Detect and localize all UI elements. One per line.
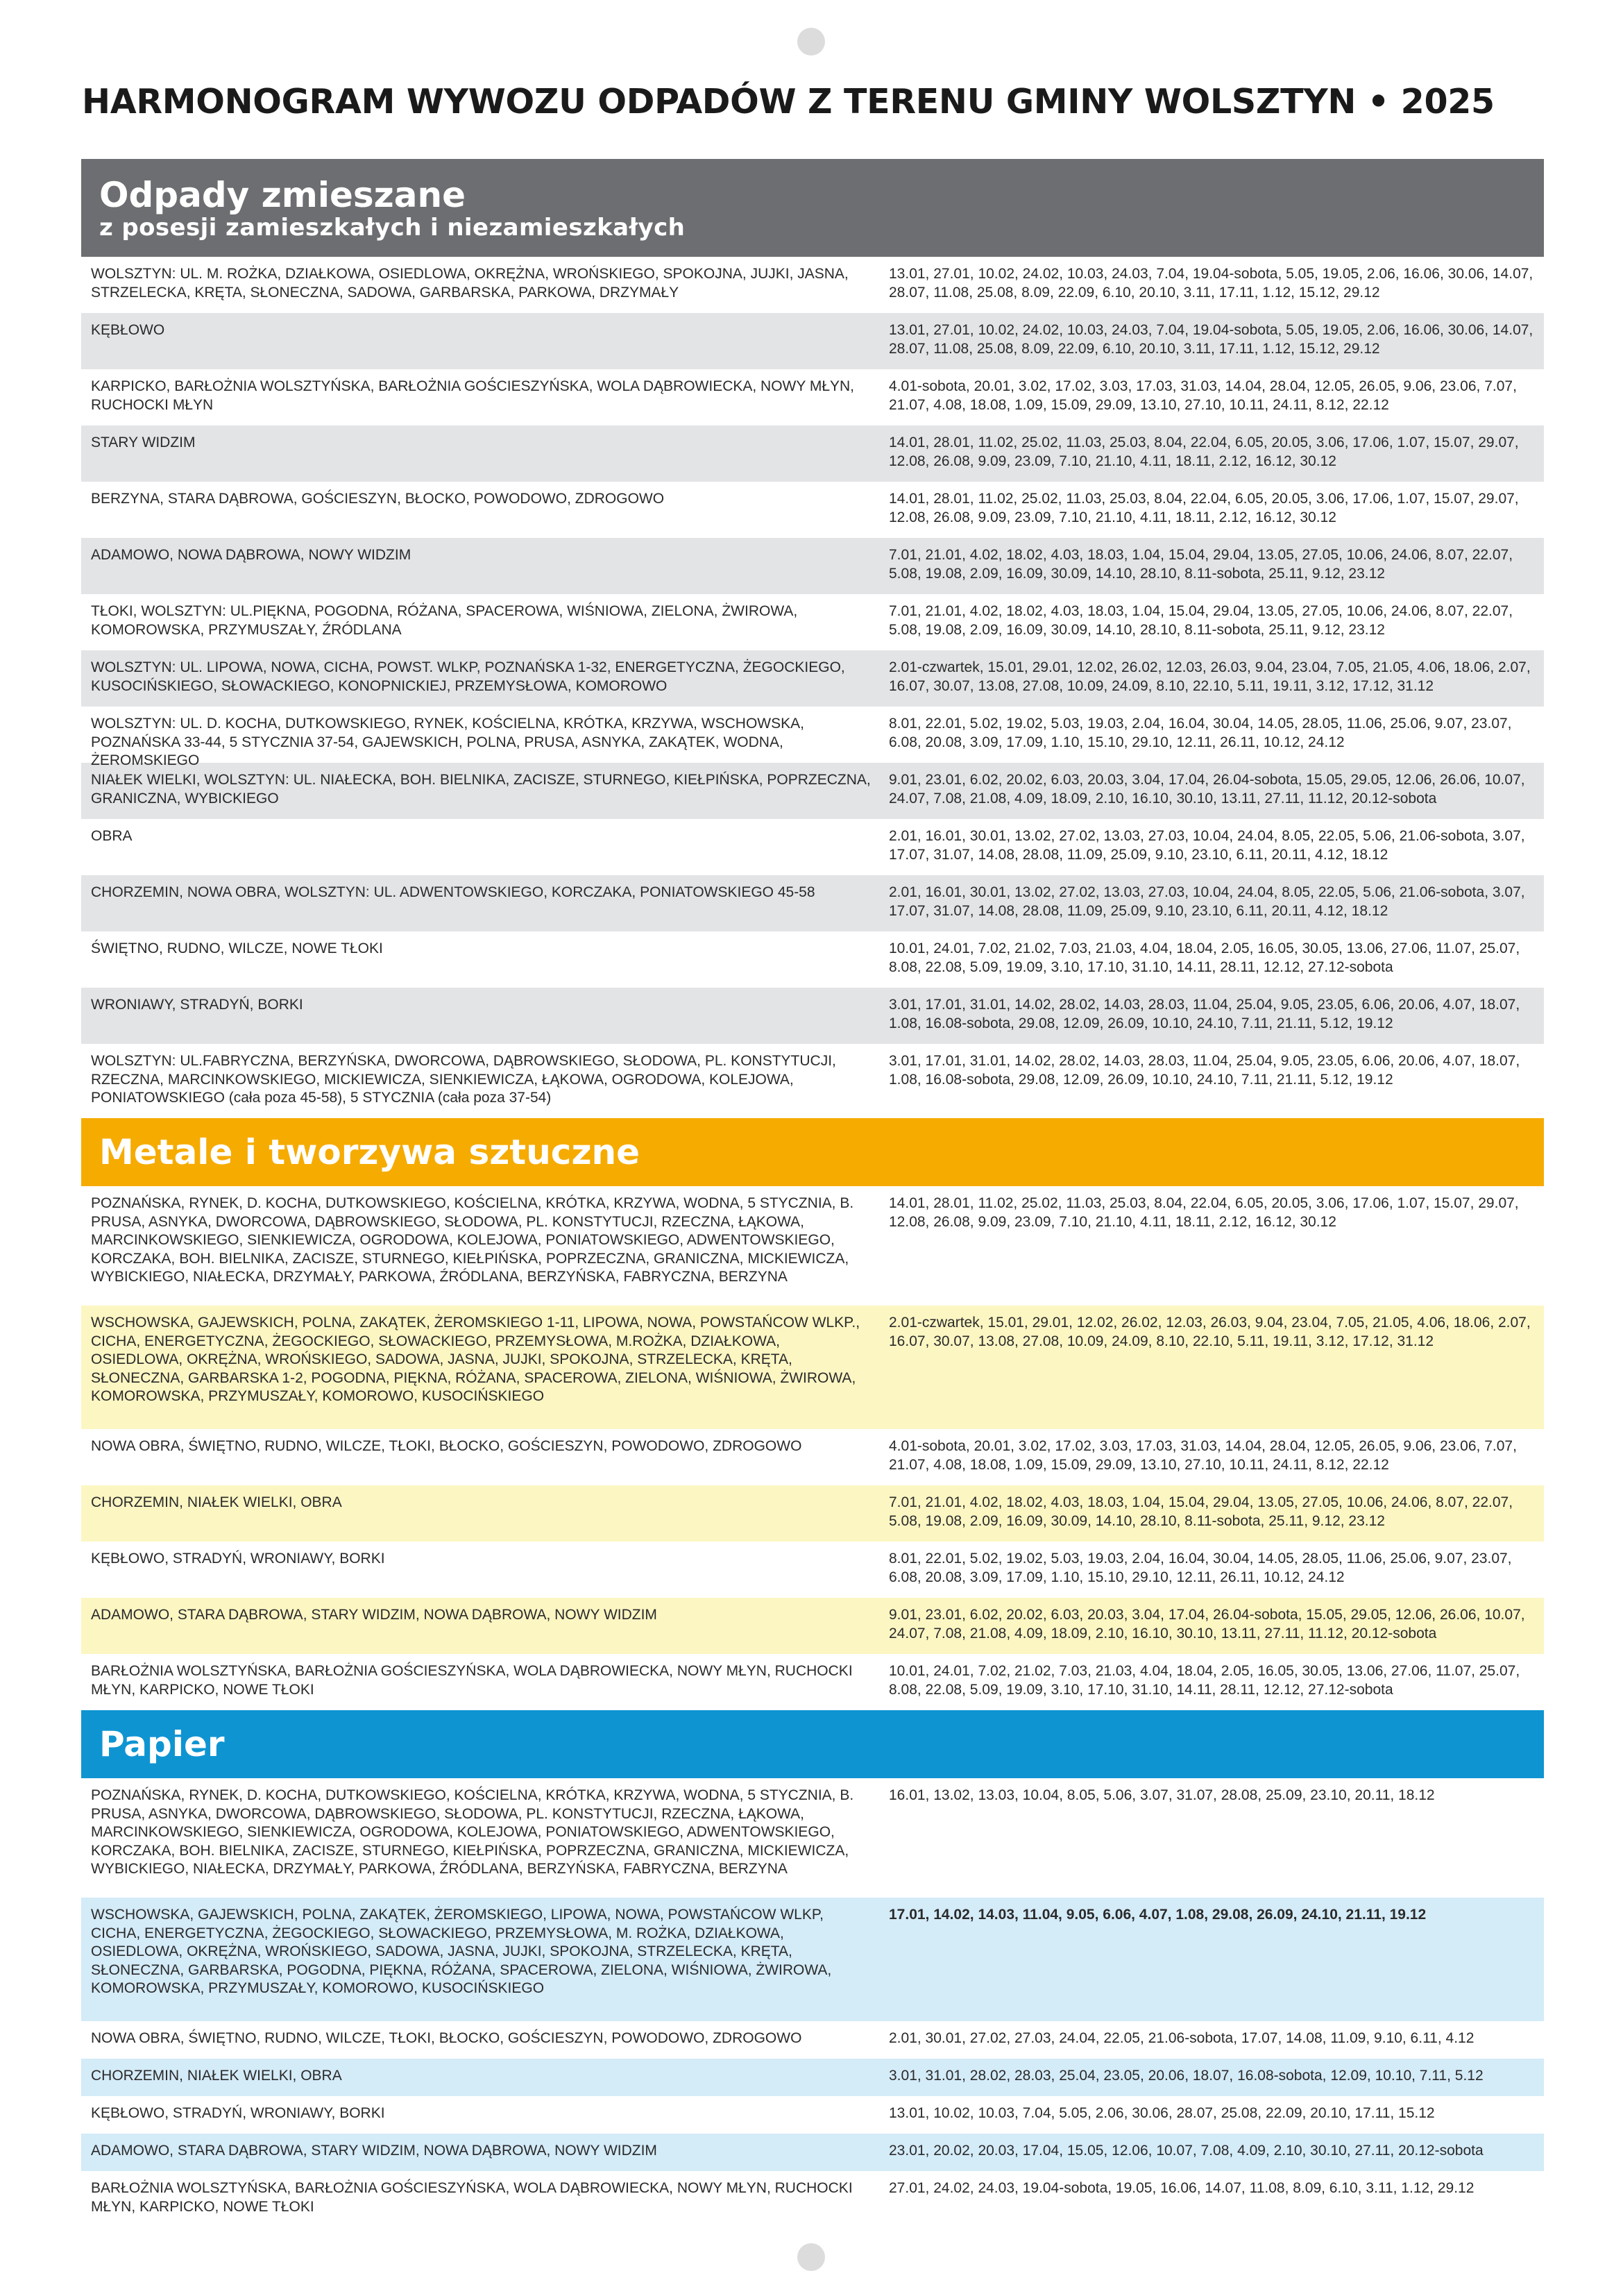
section-odpady-zmieszane	[81, 159, 1544, 1118]
row-dates: 3.01, 17.01, 31.01, 14.02, 28.02, 14.03, 28.03, 11.04, 25.04, 9.05, 23.05, 6.06, 20.06, 4.07, 18.07, 1.08, 16.08-sobota, 29.08, 12.09, 26.09, 10.10, 24.10, 7.11, 21.11, 5.12, 19.12	[889, 997, 1520, 1031]
row-dates: 14.01, 28.01, 11.02, 25.02, 11.03, 25.03, 8.04, 22.04, 6.05, 20.05, 3.06, 17.06, 1.07, 15.07, 29.07, 12.08, 26.08, 9.09, 23.09, 7.10, 21.10, 4.11, 18.11, 2.12, 16.12, 30.12	[889, 1195, 1519, 1230]
row-locations: NOWA OBRA, ŚWIĘTNO, RUDNO, WILCZE, TŁOKI, BŁOCKO, GOŚCIESZYN, POWODOWO, ZDROGOWO	[91, 1438, 802, 1454]
schedule-row	[81, 1429, 1544, 1485]
schedule-row	[81, 313, 1544, 369]
row-dates: 3.01, 17.01, 31.01, 14.02, 28.02, 14.03, 28.03, 11.04, 25.04, 9.05, 23.05, 6.06, 20.06, 4.07, 18.07, 1.08, 16.08-sobota, 29.08, 12.09, 26.09, 10.10, 24.10, 7.11, 21.11, 5.12, 19.12	[889, 1053, 1520, 1088]
schedule-row	[81, 650, 1544, 707]
row-dates: 13.01, 27.01, 10.02, 24.02, 10.03, 24.03, 7.04, 19.04-sobota, 5.05, 19.05, 2.06, 16.06, 30.06, 14.07, 28.07, 11.08, 25.08, 8.09, 22.09, 6.10, 20.10, 3.11, 17.11, 1.12, 15.12, 29.12	[889, 266, 1533, 301]
row-locations: CHORZEMIN, NOWA OBRA, WOLSZTYN: UL. ADWENTOWSKIEGO, KORCZAKA, PONIATOWSKIEGO 45-58	[91, 884, 815, 900]
row-dates: 27.01, 24.02, 24.03, 19.04-sobota, 19.05, 16.06, 14.07, 11.08, 8.09, 6.10, 3.11, 1.12, 29.12	[889, 2180, 1475, 2196]
row-dates: 7.01, 21.01, 4.02, 18.02, 4.03, 18.03, 1.04, 15.04, 29.04, 13.05, 27.05, 10.06, 24.06, 8.07, 22.07, 5.08, 19.08, 2.09, 16.09, 30.09, 14.10, 28.10, 8.11-sobota, 25.11, 9.12, 23.12	[889, 547, 1513, 582]
row-dates: 10.01, 24.01, 7.02, 21.02, 7.03, 21.03, 4.04, 18.04, 2.05, 16.05, 30.05, 13.06, 27.06, 11.07, 25.07, 8.08, 22.08, 5.09, 19.09, 3.10, 17.10, 31.10, 14.11, 28.11, 12.12, 27.12-sobota	[889, 940, 1520, 975]
row-locations: CHORZEMIN, NIAŁEK WIELKI, OBRA	[91, 1494, 342, 1510]
schedule-row	[81, 2134, 1544, 2171]
schedule-row	[81, 2021, 1544, 2059]
row-locations: KĘBŁOWO	[91, 322, 165, 338]
schedule-row	[81, 2096, 1544, 2134]
row-locations: WOLSZTYN: UL. D. KOCHA, DUTKOWSKIEGO, RYNEK, KOŚCIELNA, KRÓTKA, KRZYWA, WSCHOWSKA, POZNAŃSKA 33-44, 5 STYCZNIA 37-54, GAJEWSKICH, POLNA, PRUSA, ASNYKA, ZAKĄTEK, WODNA, ŻEROMSKIEGO	[91, 716, 804, 768]
section-papier	[81, 1710, 1544, 2227]
schedule-row	[81, 2171, 1544, 2227]
schedule-row	[81, 369, 1544, 425]
row-locations: WOLSZTYN: UL.FABRYCZNA, BERZYŃSKA, DWORCOWA, DĄBROWSKIEGO, SŁODOWA, PL. KONSTYTUCJI, RZECZNA, MARCINKOWSKIEGO, MICKIEWICZA, SIENKIEWICZA, ŁĄKOWA, OGRODOWA, KOLEJOWA, PONIATOWSKIEGO (cała poza 45-58), 5 STYCZNIA (cała poza 37-54)	[91, 1053, 836, 1106]
row-locations: KĘBŁOWO, STRADYŃ, WRONIAWY, BORKI	[91, 2105, 385, 2121]
schedule-row	[81, 257, 1544, 313]
row-locations: POZNAŃSKA, RYNEK, D. KOCHA, DUTKOWSKIEGO, KOŚCIELNA, KRÓTKA, KRZYWA, WODNA, 5 STYCZNIA, B. PRUSA, ASNYKA, DWORCOWA, DĄBROWSKIEGO, SŁODOWA, PL. KONSTYTUCJI, RZECZNA, ŁĄKOWA, MARCINKOWSKIEGO, SIENKIEWICZA, OGRODOWA, KOLEJOWA, PONIATOWSKIEGO, ADWENTOWSKIEGO, KORCZAKA, BOH. BIELNIKA, ZACISZE, STURNEGO, KIEŁPIŃSKA, POPRZECZNA, GRANICZNA, MICKIEWICZA, WYBICKIEGO, NIAŁECKA, DRZYMAŁY, PARKOWA, ŹRÓDLANA, BERZYŃSKA, FABRYCZNA, BERZYNA	[91, 1787, 854, 1877]
row-dates: 8.01, 22.01, 5.02, 19.02, 5.03, 19.03, 2.04, 16.04, 30.04, 14.05, 28.05, 11.06, 25.06, 9.07, 23.07, 6.08, 20.08, 3.09, 17.09, 1.10, 15.10, 29.10, 12.11, 26.11, 10.12, 24.12	[889, 1551, 1512, 1585]
section-title: Papier	[99, 1724, 225, 1764]
schedule-row	[81, 1654, 1544, 1710]
row-dates: 2.01, 16.01, 30.01, 13.02, 27.02, 13.03, 27.03, 10.04, 24.04, 8.05, 22.05, 5.06, 21.06-sobota, 3.07, 17.07, 31.07, 14.08, 28.08, 11.09, 25.09, 9.10, 23.10, 6.11, 20.11, 4.12, 18.12	[889, 828, 1525, 863]
row-dates: 7.01, 21.01, 4.02, 18.02, 4.03, 18.03, 1.04, 15.04, 29.04, 13.05, 27.05, 10.06, 24.06, 8.07, 22.07, 5.08, 19.08, 2.09, 16.09, 30.09, 14.10, 28.10, 8.11-sobota, 25.11, 9.12, 23.12	[889, 603, 1513, 638]
schedule-row	[81, 425, 1544, 482]
row-dates: 14.01, 28.01, 11.02, 25.02, 11.03, 25.03, 8.04, 22.04, 6.05, 20.05, 3.06, 17.06, 1.07, 15.07, 29.07, 12.08, 26.08, 9.09, 23.09, 7.10, 21.10, 4.11, 18.11, 2.12, 16.12, 30.12	[889, 491, 1519, 525]
schedule-row	[81, 1186, 1544, 1306]
row-locations: KĘBŁOWO, STRADYŃ, WRONIAWY, BORKI	[91, 1551, 385, 1567]
section-header	[81, 1710, 1544, 1778]
row-dates: 16.01, 13.02, 13.03, 10.04, 8.05, 5.06, 3.07, 31.07, 28.08, 25.09, 23.10, 20.11, 18.12	[889, 1787, 1435, 1803]
row-locations: WRONIAWY, STRADYŃ, BORKI	[91, 997, 303, 1013]
schedule-row	[81, 1485, 1544, 1542]
row-dates: 7.01, 21.01, 4.02, 18.02, 4.03, 18.03, 1.04, 15.04, 29.04, 13.05, 27.05, 10.06, 24.06, 8.07, 22.07, 5.08, 19.08, 2.09, 16.09, 30.09, 14.10, 28.10, 8.11-sobota, 25.11, 9.12, 23.12	[889, 1494, 1513, 1529]
row-dates: 2.01, 30.01, 27.02, 27.03, 24.04, 22.05, 21.06-sobota, 17.07, 14.08, 11.09, 9.10, 6.11, 4.12	[889, 2030, 1475, 2046]
row-locations: NOWA OBRA, ŚWIĘTNO, RUDNO, WILCZE, TŁOKI, BŁOCKO, GOŚCIESZYN, POWODOWO, ZDROGOWO	[91, 2030, 802, 2046]
row-dates: 17.01, 14.02, 14.03, 11.04, 9.05, 6.06, 4.07, 1.08, 29.08, 26.09, 24.10, 21.11, 19.12	[889, 1907, 1427, 1923]
row-locations: BERZYNA, STARA DĄBROWA, GOŚCIESZYN, BŁOCKO, POWODOWO, ZDROGOWO	[91, 491, 665, 507]
section-subtitle: z posesji zamieszkałych i niezamieszkałych	[99, 213, 686, 242]
row-locations: ADAMOWO, STARA DĄBROWA, STARY WIDZIM, NOWA DĄBROWA, NOWY WIDZIM	[91, 1607, 657, 1623]
row-locations: ADAMOWO, STARA DĄBROWA, STARY WIDZIM, NOWA DĄBROWA, NOWY WIDZIM	[91, 2143, 657, 2159]
punch-hole-bottom	[797, 2243, 825, 2271]
section-header	[81, 1118, 1544, 1186]
schedule-row	[81, 1306, 1544, 1429]
schedule-row	[81, 1542, 1544, 1598]
row-dates: 13.01, 27.01, 10.02, 24.02, 10.03, 24.03, 7.04, 19.04-sobota, 5.05, 19.05, 2.06, 16.06, 30.06, 14.07, 28.07, 11.08, 25.08, 8.09, 22.09, 6.10, 20.10, 3.11, 17.11, 1.12, 15.12, 29.12	[889, 322, 1533, 357]
schedule-row	[81, 1898, 1544, 2021]
row-dates: 13.01, 10.02, 10.03, 7.04, 5.05, 2.06, 30.06, 28.07, 25.08, 22.09, 20.10, 17.11, 15.12	[889, 2105, 1435, 2121]
row-locations: TŁOKI, WOLSZTYN: UL.PIĘKNA, POGODNA, RÓŻANA, SPACEROWA, WIŚNIOWA, ZIELONA, ŻWIROWA, KOMOROWSKA, PRZYMUSZAŁY, ŹRÓDLANA	[91, 603, 798, 638]
row-locations: WSCHOWSKA, GAJEWSKICH, POLNA, ZAKĄTEK, ŻEROMSKIEGO, LIPOWA, NOWA, POWSTAŃCOW WLKP, CICHA, ENERGETYCZNA, ŻEGOCKIEGO, SŁOWACKIEGO, PRZEMYSŁOWA, M. ROŻKA, DZIAŁKOWA, OSIEDLOWA, OKRĘŻNA, WROŃSKIEGO, SADOWA, JASNA, JUJKI, SPOKOJNA, STRZELECKA, KRĘTA, SŁONECZNA, GARBARSKA, POGODNA, PIĘKNA, RÓŻANA, SPACEROWA, ZIELONA, WIŚNIOWA, ŻWIROWA, KOMOROWSKA, PRZYMUSZAŁY, KOMOROWO, KUSOCIŃSKIEGO	[91, 1907, 832, 1996]
schedule-row	[81, 707, 1544, 768]
punch-hole-top	[797, 28, 825, 56]
schedule-row	[81, 988, 1544, 1044]
schedule-row	[81, 538, 1544, 594]
row-locations: ADAMOWO, NOWA DĄBROWA, NOWY WIDZIM	[91, 547, 411, 563]
row-locations: WOLSZTYN: UL. LIPOWA, NOWA, CICHA, POWST. WLKP, POZNAŃSKA 1-32, ENERGETYCZNA, ŻEGOCKIEGO, KUSOCIŃSKIEGO, SŁOWACKIEGO, KONOPNICKIEJ, PRZEMYSŁOWA, KOMOROWO	[91, 659, 845, 694]
page-title: HARMONOGRAM WYWOZU ODPADÓW Z TERENU GMINY WOLSZTYN • 2025	[82, 82, 1495, 121]
row-dates: 2.01-czwartek, 15.01, 29.01, 12.02, 26.02, 12.03, 26.03, 9.04, 23.04, 7.05, 21.05, 4.06, 18.06, 2.07, 16.07, 30.07, 13.08, 27.08, 10.09, 24.09, 8.10, 22.10, 5.11, 19.11, 3.12, 17.12, 31.12	[889, 659, 1531, 694]
schedule-row	[81, 594, 1544, 650]
section-header	[81, 159, 1544, 257]
row-locations: CHORZEMIN, NIAŁEK WIELKI, OBRA	[91, 2068, 342, 2084]
row-dates: 23.01, 20.02, 20.03, 17.04, 15.05, 12.06, 10.07, 7.08, 4.09, 2.10, 30.10, 27.11, 20.12-sobota	[889, 2143, 1484, 2159]
row-dates: 2.01, 16.01, 30.01, 13.02, 27.02, 13.03, 27.03, 10.04, 24.04, 8.05, 22.05, 5.06, 21.06-sobota, 3.07, 17.07, 31.07, 14.08, 28.08, 11.09, 25.09, 9.10, 23.10, 6.11, 20.11, 4.12, 18.12	[889, 884, 1525, 919]
schedule-content	[81, 159, 1544, 2227]
row-locations: POZNAŃSKA, RYNEK, D. KOCHA, DUTKOWSKIEGO, KOŚCIELNA, KRÓTKA, KRZYWA, WODNA, 5 STYCZNIA, B. PRUSA, ASNYKA, DWORCOWA, DĄBROWSKIEGO, SŁODOWA, PL. KONSTYTUCJI, RZECZNA, ŁĄKOWA, MARCINKOWSKIEGO, SIENKIEWICZA, OGRODOWA, KOLEJOWA, PONIATOWSKIEGO, ADWENTOWSKIEGO, KORCZAKA, BOH. BIELNIKA, ZACISZE, STURNEGO, KIEŁPIŃSKA, POPRZECZNA, GRANICZNA, MICKIEWICZA, WYBICKIEGO, NIAŁECKA, DRZYMAŁY, PARKOWA, ŹRÓDLANA, BERZYŃSKA, FABRYCZNA, BERZYNA	[91, 1195, 854, 1285]
row-locations: NIAŁEK WIELKI, WOLSZTYN: UL. NIAŁECKA, BOH. BIELNIKA, ZACISZE, STURNEGO, KIEŁPIŃSKA, POPRZECZNA, GRANICZNA, WYBICKIEGO	[91, 772, 871, 807]
row-locations: BARŁOŻNIA WOLSZTYŃSKA, BARŁOŻNIA GOŚCIESZYŃSKA, WOLA DĄBROWIECKA, NOWY MŁYN, RUCHOCKI MŁYN, KARPICKO, NOWE TŁOKI	[91, 1663, 853, 1698]
row-locations: STARY WIDZIM	[91, 434, 196, 450]
row-locations: ŚWIĘTNO, RUDNO, WILCZE, NOWE TŁOKI	[91, 940, 383, 956]
row-dates: 9.01, 23.01, 6.02, 20.02, 6.03, 20.03, 3.04, 17.04, 26.04-sobota, 15.05, 29.05, 12.06, 26.06, 10.07, 24.07, 7.08, 21.08, 4.09, 18.09, 2.10, 16.10, 30.10, 13.11, 27.11, 11.12, 20.12-sobota	[889, 772, 1525, 807]
row-locations: WSCHOWSKA, GAJEWSKICH, POLNA, ZAKĄTEK, ŻEROMSKIEGO 1-11, LIPOWA, NOWA, POWSTAŃCOW WLKP., CICHA, ENERGETYCZNA, ŻEGOCKIEGO, SŁOWACKIEGO, PRZEMYSŁOWA, M.ROŻKA, DZIAŁKOWA, OSIEDLOWA, OKRĘŻNA, WROŃSKIEGO, SADOWA, JASNA, JUJKI, SPOKOJNA, STRZELECKA, KRĘTA, SŁONECZNA, GARBARSKA 1-2, POGODNA, PIĘKNA, RÓŻANA, SPACEROWA, ZIELONA, WIŚNIOWA, ŻWIROWA, KOMOROWSKA, PRZYMUSZAŁY, KOMOROWO, KUSOCIŃSKIEGO	[91, 1315, 860, 1404]
row-dates: 2.01-czwartek, 15.01, 29.01, 12.02, 26.02, 12.03, 26.03, 9.04, 23.04, 7.05, 21.05, 4.06, 18.06, 2.07, 16.07, 30.07, 13.08, 27.08, 10.09, 24.09, 8.10, 22.10, 5.11, 19.11, 3.12, 17.12, 31.12	[889, 1315, 1531, 1349]
row-locations: WOLSZTYN: UL. M. ROŻKA, DZIAŁKOWA, OSIEDLOWA, OKRĘŻNA, WROŃSKIEGO, SPOKOJNA, JUJKI, JASNA, STRZELECKA, KRĘTA, SŁONECZNA, SADOWA, GARBARSKA, PARKOWA, DRZYMAŁY	[91, 266, 849, 301]
schedule-row	[81, 763, 1544, 819]
row-dates: 3.01, 31.01, 28.02, 28.03, 25.04, 23.05, 20.06, 18.07, 16.08-sobota, 12.09, 10.10, 7.11, 5.12	[889, 2068, 1484, 2084]
row-dates: 8.01, 22.01, 5.02, 19.02, 5.03, 19.03, 2.04, 16.04, 30.04, 14.05, 28.05, 11.06, 25.06, 9.07, 23.07, 6.08, 20.08, 3.09, 17.09, 1.10, 15.10, 29.10, 12.11, 26.11, 10.12, 24.12	[889, 716, 1512, 750]
row-dates: 14.01, 28.01, 11.02, 25.02, 11.03, 25.03, 8.04, 22.04, 6.05, 20.05, 3.06, 17.06, 1.07, 15.07, 29.07, 12.08, 26.08, 9.09, 23.09, 7.10, 21.10, 4.11, 18.11, 2.12, 16.12, 30.12	[889, 434, 1519, 469]
section-metale-i-tworzywa-sztuczne	[81, 1118, 1544, 1710]
row-dates: 9.01, 23.01, 6.02, 20.02, 6.03, 20.03, 3.04, 17.04, 26.04-sobota, 15.05, 29.05, 12.06, 26.06, 10.07, 24.07, 7.08, 21.08, 4.09, 18.09, 2.10, 16.10, 30.10, 13.11, 27.11, 11.12, 20.12-sobota	[889, 1607, 1525, 1641]
row-dates: 4.01-sobota, 20.01, 3.02, 17.02, 3.03, 17.03, 31.03, 14.04, 28.04, 12.05, 26.05, 9.06, 23.06, 7.07, 21.07, 4.08, 18.08, 1.09, 15.09, 29.09, 13.10, 27.10, 10.11, 24.11, 8.12, 22.12	[889, 378, 1517, 413]
row-dates: 10.01, 24.01, 7.02, 21.02, 7.03, 21.03, 4.04, 18.04, 2.05, 16.05, 30.05, 13.06, 27.06, 11.07, 25.07, 8.08, 22.08, 5.09, 19.09, 3.10, 17.10, 31.10, 14.11, 28.11, 12.12, 27.12-sobota	[889, 1663, 1520, 1698]
schedule-row	[81, 819, 1544, 875]
schedule-row	[81, 875, 1544, 931]
row-locations: OBRA	[91, 828, 133, 844]
schedule-row	[81, 1044, 1544, 1118]
section-title: Metale i tworzywa sztuczne	[99, 1132, 640, 1172]
row-locations: KARPICKO, BARŁOŻNIA WOLSZTYŃSKA, BARŁOŻNIA GOŚCIESZYŃSKA, WOLA DĄBROWIECKA, NOWY MŁYN, RUCHOCKI MŁYN	[91, 378, 855, 413]
schedule-row	[81, 1598, 1544, 1654]
schedule-row	[81, 931, 1544, 988]
schedule-row	[81, 1778, 1544, 1898]
section-title: Odpady zmieszane	[99, 174, 466, 215]
row-locations: BARŁOŻNIA WOLSZTYŃSKA, BARŁOŻNIA GOŚCIESZYŃSKA, WOLA DĄBROWIECKA, NOWY MŁYN, RUCHOCKI MŁYN, KARPICKO, NOWE TŁOKI	[91, 2180, 853, 2215]
row-dates: 4.01-sobota, 20.01, 3.02, 17.02, 3.03, 17.03, 31.03, 14.04, 28.04, 12.05, 26.05, 9.06, 23.06, 7.07, 21.07, 4.08, 18.08, 1.09, 15.09, 29.09, 13.10, 27.10, 10.11, 24.11, 8.12, 22.12	[889, 1438, 1517, 1473]
schedule-row	[81, 482, 1544, 538]
schedule-row	[81, 2059, 1544, 2096]
